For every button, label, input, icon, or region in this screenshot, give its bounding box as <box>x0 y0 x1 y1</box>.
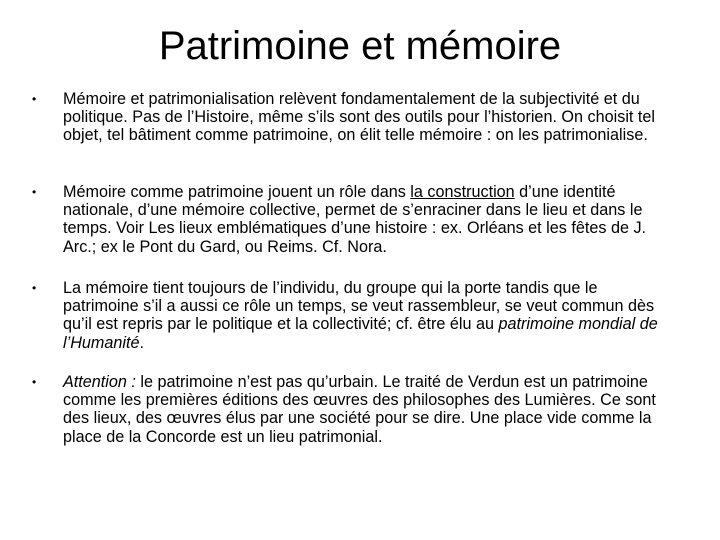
bullet-text-part: La mémoire tient toujours de l’individu, du groupe qui la porte tandis que le patrimoine s’il a aussi ce rôle un temps, se veut rassembleur, se veut commun dès qu’il est repris par le politique et la collectivité; cf. être élu au <box>63 279 655 334</box>
bullet-text-part: Mémoire comme patrimoine jouent un rôle dans <box>63 183 411 201</box>
underlined-phrase: la construction <box>410 183 515 201</box>
bullet-text <box>63 183 675 256</box>
bullet-text <box>63 279 675 352</box>
bullet-text-part: d’une identité nationale, d’une mémoire collective, permet de s’enraciner dans le lieu et dans le temps. Voir Les lieux emblématiques d’une histoire : ex. Orléans et les fêtes de J. Arc.; ex le Pont du Gard, ou Reims. Cf. Nora. <box>63 183 647 256</box>
bullet-marker: • <box>32 185 37 199</box>
bullet-text <box>63 373 675 446</box>
bullet-text-part: Mémoire et patrimonialisation relèvent fondamentalement de la subjectivité et du politique. Pas de l’Histoire, même s’ils sont des outils pour l’historien. On choisit tel objet, tel bâtiment comme patrimoine, on élit telle mémoire : on les patrimonialise. <box>63 90 656 145</box>
bullet-text <box>63 90 675 145</box>
bullet-marker: • <box>32 92 37 106</box>
slide-title: Patrimoine et mémoire <box>158 24 562 68</box>
bullet-text-part: le patrimoine n’est pas qu’urbain. Le traité de Verdun est un patrimoine comme les premières éditions des œuvres des philosophes des Lumières. Ce sont des lieux, des œuvres élus par une société pour se dire. Une place vide comme la place de la Concorde est un lieu patrimonial. <box>63 373 656 446</box>
italic-phrase: patrimoine mondial de l’Humanité <box>63 315 658 352</box>
bullet-marker: • <box>32 281 37 295</box>
bullet-marker: • <box>32 375 37 389</box>
bullet-text-part: . <box>139 333 144 352</box>
italic-phrase: Attention : <box>63 373 136 391</box>
